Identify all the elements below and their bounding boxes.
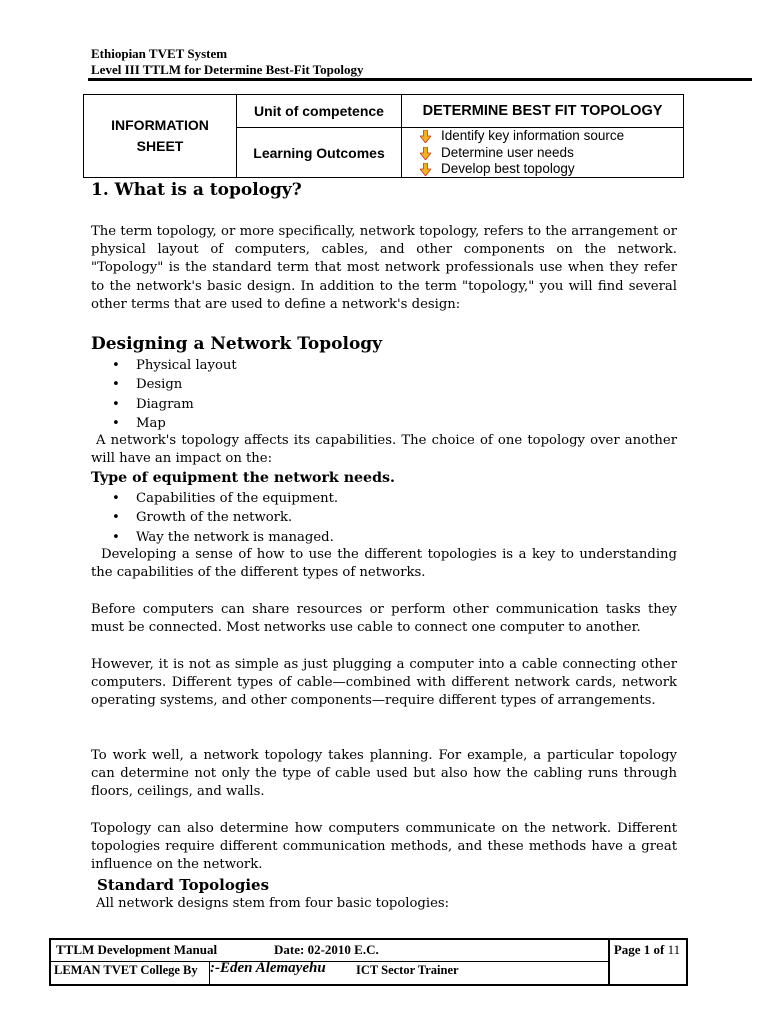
paragraph-connected: Before computers can share resources or perform other communication tasks they must be connected. Most networks use cable to connect one computer to another. [91, 602, 677, 636]
paragraph-communicate: Topology can also determine how computers communicate on the network. Different topologies require different communication methods, and these methods have a great influence on the network. [91, 821, 677, 873]
equipment-needs-list [108, 489, 338, 547]
footer-page-prefix: Page 1 of [613, 942, 665, 957]
list-item: • Physical layout [108, 356, 237, 375]
learning-outcome-item [420, 145, 624, 162]
footer-manual: TTLM Development Manual [56, 942, 218, 957]
header-level: Level III TTLM for Determine Best-Fit Topology [91, 62, 364, 77]
section-heading-designing: Designing a Network Topology [91, 334, 383, 354]
footer-page-number [608, 942, 686, 958]
learning-outcomes-label: Learning Outcomes [237, 128, 402, 177]
section-heading-equipment: Type of equipment the network needs. [91, 470, 395, 486]
learning-outcomes-list [420, 128, 624, 178]
page-footer [49, 938, 688, 986]
unit-of-competence-label: Unit of competence [237, 95, 402, 128]
list-item: • Capabilities of the equipment. [108, 489, 338, 508]
list-item: • Growth of the network. [108, 508, 338, 527]
list-item: • Way the network is managed. [108, 528, 338, 547]
list-item: • Map [108, 414, 237, 433]
paragraph-topology-definition: The term topology, or more specifically, network topology, refers to the arrangement or physical layout of computers, cables, and other components on the network. "Topology" is the standard term that most network professionals use when they refer to the network's basic design. In addition to the term "topology," you will find several other terms that are used to define a network's design: [91, 224, 677, 312]
learning-outcome-text: Determine user needs [441, 144, 574, 160]
arrow-down-icon [420, 163, 431, 176]
paragraph-however: However, it is not as simple as just plugging a computer into a cable connecting other computers. Different types of cable—combined with different network cards, network operating systems, and other components—require different types of arrangements. [91, 657, 677, 709]
learning-outcome-text: Develop best topology [441, 161, 575, 176]
footer-author: :-Eden Alemayehu [210, 960, 326, 976]
learning-outcome-text: Identify key information source [441, 128, 625, 143]
paragraph-planning: To work well, a network topology takes planning. For example, a particular topology can determine not only the type of cable used but also how the cabling runs through floors, ceilings, and walls. [91, 748, 677, 800]
list-item: • Design [108, 375, 237, 394]
paragraph-developing-sense: Developing a sense of how to use the different topologies is a key to understanding the capabilities of the different types of networks. [91, 547, 677, 581]
arrow-down-icon [420, 147, 431, 160]
information-sheet-label: INFORMATION SHEET [84, 95, 237, 177]
design-terms-list [108, 356, 237, 433]
footer-page-total: 11 [667, 942, 681, 957]
learning-outcome-item [420, 161, 624, 178]
footer-role: ICT Sector Trainer [356, 963, 459, 977]
footer-divider [51, 961, 608, 962]
section-heading-standard: Standard Topologies [97, 876, 270, 894]
section-heading-topology: 1. What is a topology? [91, 180, 302, 200]
arrow-down-icon [420, 130, 431, 143]
learning-outcome-item [420, 128, 624, 145]
unit-of-competence-value: DETERMINE BEST FIT TOPOLOGY [402, 95, 683, 128]
footer-date: Date: 02-2010 E.C. [274, 942, 379, 957]
paragraph-four-topologies: All network designs stem from four basic topologies: [96, 896, 450, 911]
header-rule [88, 78, 752, 81]
header-system: Ethiopian TVET System [91, 46, 228, 61]
list-item: • Diagram [108, 395, 237, 414]
footer-college: LEMAN TVET College By [54, 963, 198, 977]
paragraph-topology-capabilities: A network's topology affects its capabilities. The choice of one topology over another will have an impact on the: [91, 433, 677, 467]
